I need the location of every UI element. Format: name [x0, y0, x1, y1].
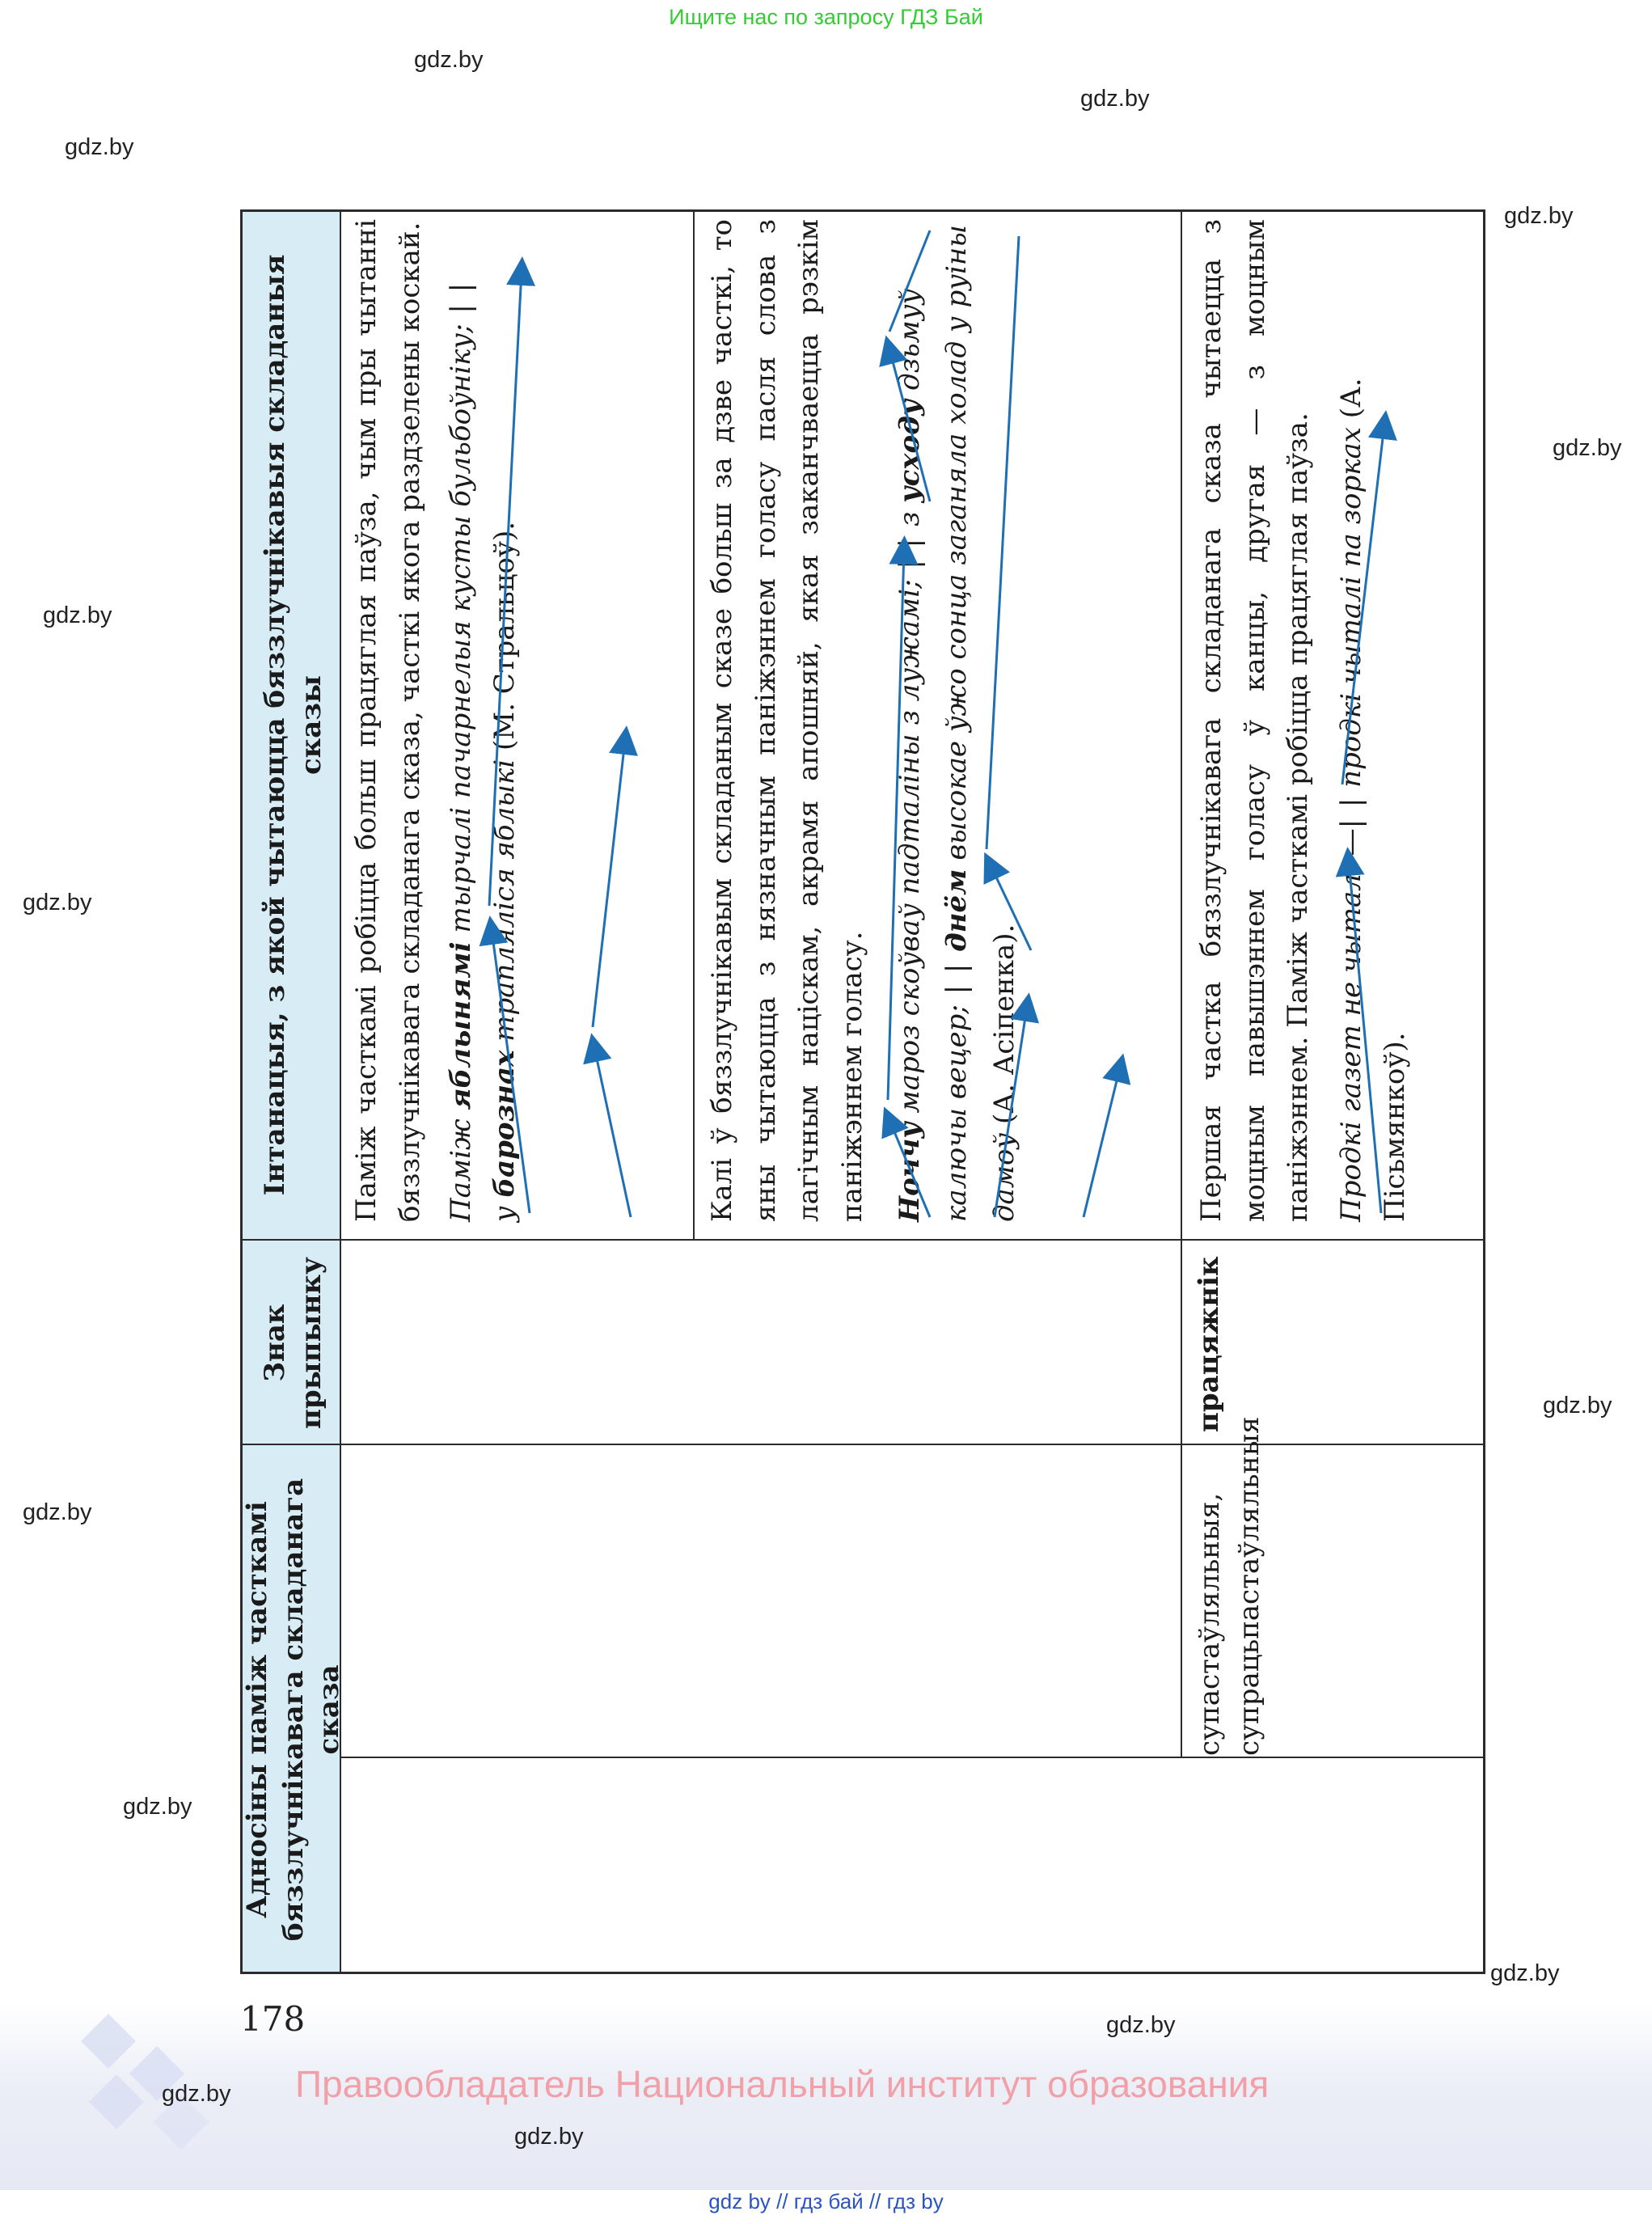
example-text: Продкі газет не чыталі —: [1335, 828, 1368, 1222]
arrow-up: [1342, 425, 1384, 784]
arrow-line: [987, 236, 1019, 849]
pause-mark: | |: [940, 951, 974, 1005]
row3-relations: супастаўляльныя, супрацьпастаўляльныя: [1194, 1416, 1266, 1756]
arrow-up: [889, 349, 930, 501]
copyright-notice: Правообладатель Национальный институт образования: [295, 2063, 1270, 2105]
watermark: gdz.by: [123, 1794, 192, 1820]
watermark: gdz.by: [162, 2081, 231, 2107]
watermark: gdz.by: [1553, 435, 1622, 461]
example-text: Паміж: [445, 1110, 478, 1222]
arrow-up: [995, 1007, 1027, 1217]
arrow-line: [889, 230, 930, 332]
header-sign: Знак прыпынку: [259, 1257, 327, 1429]
footer-links[interactable]: gdz by // гдз бай // гдз by: [708, 2189, 944, 2213]
header-intonation: Інтанацыя, з якой чытаюцца бяззлучнікавыя складаныя сказы: [259, 254, 327, 1196]
example-text: тырчалі пачарнелыя кусты бульбоўніку;: [445, 323, 478, 942]
pause-mark: | |: [893, 526, 926, 580]
example-text: у: [488, 1197, 522, 1222]
arrow-up: [492, 930, 530, 1213]
example-stress: яблынямі: [445, 941, 478, 1110]
watermark: gdz.by: [514, 2124, 584, 2150]
example-author: (А. Асіпенка).: [987, 924, 1020, 1133]
pause-mark: | |: [1335, 796, 1368, 829]
watermark: gdz.by: [65, 134, 134, 160]
watermark: gdz.by: [43, 603, 112, 628]
page-number: 178: [240, 1999, 306, 2039]
example-text: іся яблыкі: [488, 759, 522, 911]
row2-rule: Калі ў бяззлучнікавым складаным сказе больш за дзве часткі, то яны чытаюцца з нязначным паніжэннем голасу пасля слова з лагічным націскам, акрамя апошняй, якая заканчваецца рэзкім паніжэннем голасу.: [706, 219, 869, 1222]
row1-rule: Паміж часткамі робіцца больш працяглая паўза, чым пры чытанні бяззлучнікавага складанага сказа, часткі якога раздзелены коскай.: [350, 219, 426, 1222]
example-stress: днём: [940, 869, 974, 952]
arrow-up: [991, 865, 1031, 950]
header-relations: Адносіны паміж часткамі бяззлучнікавага складанага сказа: [240, 1478, 346, 1942]
example-text: траплял: [488, 910, 522, 1051]
watermark: gdz.by: [1106, 2012, 1176, 2038]
arrow-up: [888, 550, 904, 1100]
example-author: (А. Пісьмянкоў).: [1335, 378, 1411, 1222]
pause-mark: | |: [445, 281, 478, 324]
example-text: продкі чыталі па зорках: [1335, 427, 1368, 797]
example-text: высокае ўжо сонца заганяла холад у руіны дамоў: [940, 225, 1020, 1222]
example-stress: барознах: [488, 1050, 522, 1198]
example-text: з: [893, 502, 926, 527]
example-author: (М. Стральцоў).: [488, 521, 522, 759]
arrow-up: [1349, 861, 1381, 1213]
watermark: gdz.by: [1080, 86, 1150, 112]
search-hint-link[interactable]: Ищите нас по запросу ГДЗ Бай: [669, 5, 983, 29]
example-stress: Ноччу: [893, 1122, 926, 1222]
arrow-up: [593, 740, 625, 1027]
example-text: мароз скоўваў падталіны з лужамі;: [893, 579, 926, 1123]
example-stress: усходу: [893, 399, 926, 503]
watermark: gdz.by: [23, 1499, 92, 1525]
arrow-up: [594, 1047, 631, 1217]
watermark: gdz.by: [23, 890, 92, 915]
watermark: gdz.by: [1504, 203, 1574, 229]
watermark: gdz.by: [414, 47, 484, 73]
arrow-up: [489, 271, 522, 906]
arrow-up: [889, 1120, 930, 1217]
example-text: дзьмуў калючы вецер;: [893, 288, 974, 1222]
row3-sign: працяжнік: [1193, 1256, 1225, 1432]
arrow-up: [1084, 1068, 1120, 1217]
row3-rule: Першая частка бяззлучнікавага складанага сказа чытаецца з моцным павышэннем голасу ў канцы, другая — з моцным паніжэннем. Паміж часткамі робіцца працяглая паўза.: [1195, 219, 1315, 1222]
watermark: gdz.by: [1490, 1960, 1560, 1986]
watermark: gdz.by: [1543, 1393, 1612, 1419]
